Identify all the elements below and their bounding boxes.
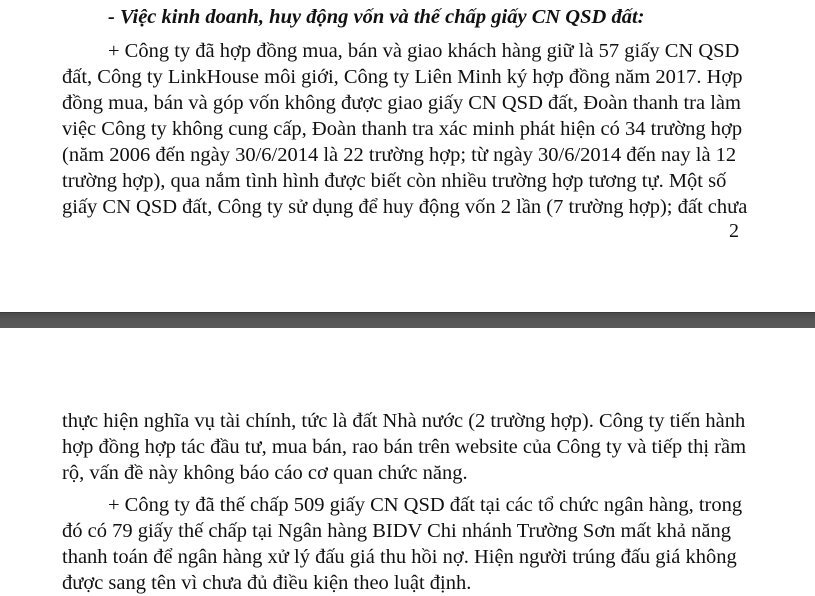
paragraph-line: + Công ty đã hợp đồng mua, bán và giao khách hàng giữ là 57 giấy CN QSD [108, 40, 740, 62]
section-heading: - Việc kinh doanh, huy động vốn và thế chấp giấy CN QSD đất: [108, 6, 645, 28]
paragraph-line: đồng mua, bán và góp vốn không được giao giấy CN QSD đất, Đoàn thanh tra làm [62, 92, 741, 114]
paragraph-line: trường hợp), qua nắm tình hình được biết còn nhiều trường hợp tương tự. Một số [62, 170, 727, 192]
paragraph-line: được sang tên vì chưa đủ điều kiện theo luật định. [62, 572, 472, 594]
paragraph-line: đất, Công ty LinkHouse môi giới, Công ty Liên Minh ký hợp đồng năm 2017. Hợp [62, 66, 743, 88]
paragraph-line: + Công ty đã thế chấp 509 giấy CN QSD đất tại các tổ chức ngân hàng, trong [108, 494, 743, 516]
paragraph-line: việc Công ty không cung cấp, Đoàn thanh tra xác minh phát hiện có 34 trường hợp [62, 118, 743, 140]
document-page-bottom [0, 328, 815, 594]
page-number: 2 [729, 220, 739, 242]
paragraph-line: thực hiện nghĩa vụ tài chính, tức là đất Nhà nước (2 trường hợp). Công ty tiến hành [62, 410, 746, 432]
page-separator [0, 312, 815, 329]
paragraph-line: hợp đồng hợp tác đầu tư, mua bán, rao bán trên website của Công ty và tiếp thị rầm [62, 436, 747, 458]
paragraph-line: (năm 2006 đến ngày 30/6/2014 là 22 trường hợp; từ ngày 30/6/2014 đến nay là 12 [62, 144, 737, 166]
paragraph-line: giấy CN QSD đất, Công ty sử dụng để huy động vốn 2 lần (7 trường hợp); đất chưa [62, 196, 748, 218]
paragraph-line: đó có 79 giấy thế chấp tại Ngân hàng BIDV Chi nhánh Trường Sơn mất khả năng [62, 520, 731, 542]
paragraph-line: thanh toán để ngân hàng xử lý đấu giá thu hồi nợ. Hiện người trúng đấu giá không [62, 546, 737, 568]
paragraph-line: rộ, vấn đề này không báo cáo cơ quan chức năng. [62, 462, 468, 484]
